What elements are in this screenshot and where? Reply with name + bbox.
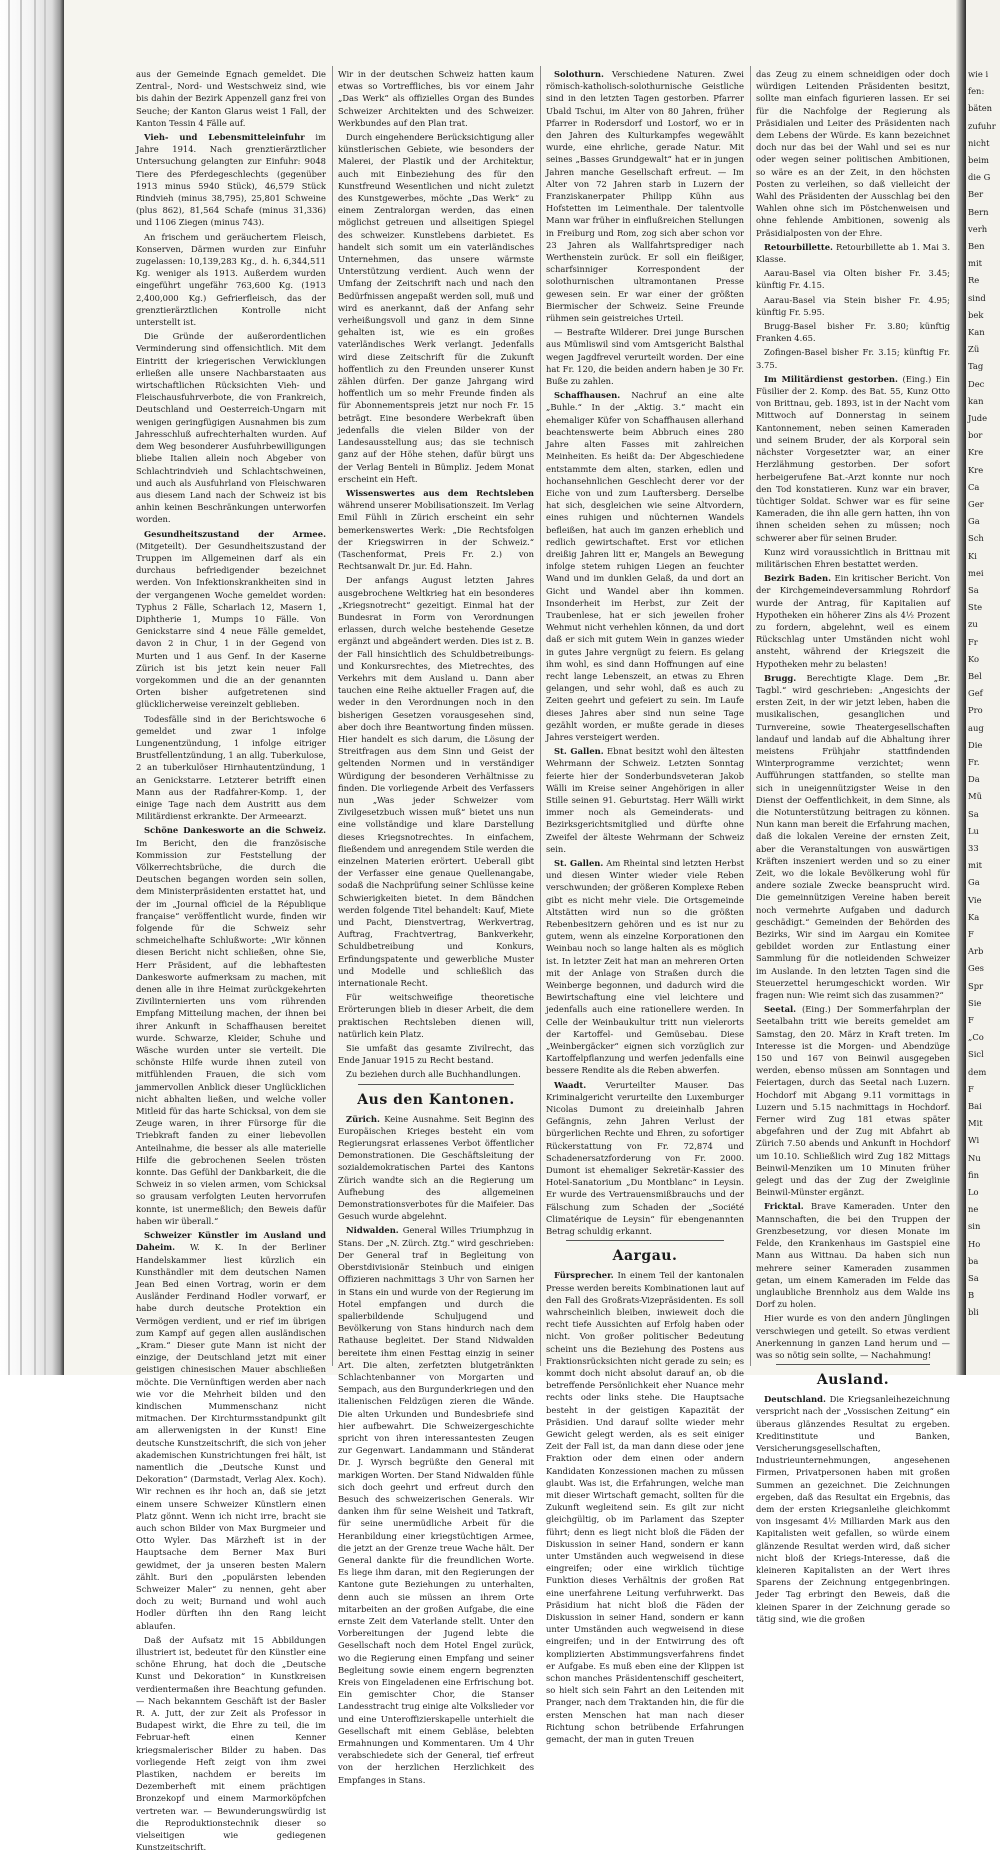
- paragraph-text: Verschiedene Naturen. Zwei römisch-katholisch-solothurnische Geistliche sind in den letzten Tagen gestorben. Pfarrer Ubald Tschui, im Alter von 80 Jahren, früher Pfarrer in Rodersdorf und Lostorf, wo er in den Jahren des Kulturkampfes wegewählt wurde, eine ehrliche, gerade Natur. Mit seines „Basses Grundgewalt“ hat er in jungen Jahren manche Gesellschaft erfreut. — Im Alter von 72 Jahren starb in Luzern der Franziskanerpater Philipp Kühn aus Hofstetten im Leimenthale. Der talentvolle Mann war früher in einflußreichen Stellungen in Freiburg und Rom, zog sich aber schon vor 23 Jahren als Wallfahrtsprediger nach Werthenstein zurück. Er soll ein fleißiger, scharfsinniger Korrespondent der solothurnischen ultramontanen Presse gewesen sein. Er war einer der größten Biermischer der Schweiz. Seine Freunde rühmen sein geistreiches Urteil.: [546, 69, 744, 324]
- paragraph-text: Nachruf an eine alte „Buhle.“ In der „Aktig. 3.“ macht ein ehemaliger Küfer von Schaffhausen allerhand beachtenswerte beim Abbruch eines 280 Jahre alten Fasses mit zahlreichen Meinheiten. Es heißt da: Der Abgeschiedene entstammte dem alten, starken, edlen und hochansehnlichen Geschlecht derer vor der Eiche von und zum Lauftersberg. Derselbe hat sich, desgleichen wie seine Altvordern, eines ruhigen und nüchternen Wandels befleißen, hat auch im ganzen erheblich und redlich gewirtschaftet. Erst vor etlichen dreißig Jahren litt er, Mangels an Bewegung infolge stetem ruhigen Liegen an feuchter Wand und im dunklen Gelaß, da und dort an Gicht und Wandel aber ihn kommen. Insonderheit im Herbst, zur Zeit der Traubenlese, hat er sich jeweilen froher Wehmut nicht verhehlen können, da und dort daß er sich mit gutem Wein in ganzes wieder in gutes Jahre vergnügt zu feiern. Es gelang ihm wohl, es sind dann Hoffnungen auf eine recht lange Lebenszeit, an etwas zu Ehren gelangen, und sehr wohl, daß es auch zu Zeiten geehrt und gefeiert zu sein. Im Laufe dieses Jahres aber sind nun seine Tage gezählt worden, er mußte gerade in dieses Jahres versteigert werden.: [546, 390, 744, 742]
- next-page-fragment: Ca: [968, 481, 980, 492]
- next-page-fragment: bli: [968, 1307, 979, 1318]
- next-page-fragment: „Co: [968, 1032, 984, 1043]
- next-page-fragment: Ga: [968, 516, 980, 527]
- next-page-fragment: Pro: [968, 705, 983, 716]
- paragraph-heading: Fürsprecher.: [554, 1270, 614, 1281]
- column-3: [546, 68, 745, 1745]
- paragraph-heading: Schöne Dankesworte an die Schweiz.: [144, 825, 326, 836]
- paragraph-heading: Nidwalden.: [346, 1225, 399, 1236]
- next-page-fragment: Ben: [968, 241, 985, 251]
- next-page-fragment: beim: [968, 155, 989, 165]
- next-page-fragment: Ki: [968, 550, 977, 561]
- paragraph: [756, 672, 950, 1001]
- next-page-fragment: fen:: [968, 86, 985, 97]
- next-page-fragment: bäten: [968, 103, 993, 114]
- paragraph: aus der Gemeinde Egnach gemeldet. Die Zentral-, Nord- und Westschweiz sind, wie bis dahin der Bezirk Appenzell ganz frei von Seuche; der Kanton Glarus weist 1 Fall, der Kanton Tessin 4 Fälle auf.: [136, 69, 326, 128]
- paragraph-text: Brave Kameraden. Unter den Mannschaften, die bei den Truppen der Grenzbesetzung, vor diesen Monate im Felde, den Krankenhaus im Gastspiel eine Mann aus Wittnau. Da haben sich nun mehrere seiner Kameraden zusammen getan, um einem Kameraden im Felde das unglaubliche Brennholz aus dem Walde ins Dorf zu holen.: [756, 1201, 950, 1310]
- next-page-fragment: aug: [968, 722, 984, 733]
- next-page-fragment: Kre: [968, 464, 984, 475]
- next-page-fragment: Sie: [968, 997, 982, 1008]
- paragraph: Sie umfaßt das gesamte Zivilrecht, das Ende Januar 1915 zu Recht bestand.: [338, 1043, 534, 1066]
- paragraph-heading: Retourbillette.: [764, 241, 833, 252]
- paragraph: [546, 745, 744, 855]
- paragraph-text: im Jahre 1914. Nach grenztierärztlicher Untersuchung gelangten zur Einfuhr: 9048 Tiere des Pferdegeschlechts (gegenüber 1913 minus 5940 Stück), 46,579 Stück Rindvieh (minus 38,795), 25,801 Schweine (plus 862), 81,564 Schafe (minus 31,336) und 1106 Ziegen (minus 743).: [136, 132, 326, 228]
- paragraph: [756, 241, 950, 265]
- next-page-fragment: ne: [968, 1204, 979, 1215]
- next-page-fragment: sind: [968, 292, 986, 303]
- next-page-fragment: Bel: [968, 671, 982, 681]
- paragraph-heading: Wissenswertes aus dem Rechtsleben: [346, 487, 534, 498]
- next-page-fragment: Sa: [968, 808, 979, 819]
- section-heading: Ausland.: [816, 1372, 890, 1389]
- fare-line: Aarau-Basel via Olten bisher Fr. 3.45; künftig Fr. 4.15.: [756, 268, 950, 291]
- newspaper-page: [64, 0, 960, 1853]
- paragraph-heading: Schweizer Künstler im Ausland und Daheim.: [136, 1230, 326, 1253]
- paragraph: Kunz wird voraussichtlich in Brittnau mit militärischen Ehren bestattet werden.: [756, 546, 950, 569]
- next-page-fragment: fin: [968, 1169, 979, 1180]
- paragraph-heading: Brugg.: [764, 672, 797, 683]
- paragraph: [756, 1003, 950, 1198]
- next-page-fragment: mei: [968, 567, 984, 578]
- section-heading: Aargau.: [612, 1248, 678, 1265]
- paragraph-text: Ebnat besitzt wohl den ältesten Wehrmann der Schweiz. Letzten Sonntag feierte hier der Sonderbundsveteran Jakob Wälli im Kreise seiner Angehörigen in aller Stille seinen 91. Geburtstag. Herr Wälli wirkt immer noch als Gemeinderats- und Bezirksgerichtsmitglied und dürfte ohne Zweifel der älteste Wehrmann der Schweiz sein.: [546, 746, 744, 854]
- next-page-fragment: mit: [968, 860, 982, 871]
- next-page-fragment: Da: [968, 774, 980, 785]
- next-page-fragment: Ste: [968, 602, 983, 613]
- paragraph: [136, 1229, 326, 1632]
- next-page-fragment: Ber: [968, 189, 984, 200]
- paragraph: Für weitschweifige theoretische Erörterungen blieb in dieser Arbeit, die dem praktischen Rechtsleben dienen will, natürlich kein Platz.: [338, 992, 534, 1039]
- page-edge-line: [20, 0, 22, 1375]
- paragraph-heading: Waadt.: [554, 1079, 587, 1090]
- paragraph-text: Berechtigte Klage. Dem „Br. Tagbl.“ wird geschrieben: „Angesichts der ersten Zeit, in der wir jetzt leben, haben die musikalischen, gesanglichen und Turnvereine, sowie Theatergesellschaften landauf und landab auf die Abhaltung ihrer meistens Frühjahr stattfindenden Winterprogramme verzichtet; wenn Aufführungen stattfanden, so stellte man sich in uneigennützigster Weise in den Dienst der Oeffentlichkeit, in dem Sinne, als die Notunterstützung beitragen zu können. Nun kann man bereit die Erfahrung machen, daß die lokalen Vereine der ernsten Zeit, aber die Veranstaltungen von auswärtigen Kräften inszeniert werden und so zu einer Zeit, wo die lokale Bevölkerung wohl für andere soziale Zwecke beansprucht wird. Die gemeinnützigen Vereine haben bereit noch vermehrte Aufgaben und dadurch geschädigt.“ Gemeinden der Behörden des Bezirks, Wir sind im Aargau ein Komitee gebildet worden zur Entlastung einer Sammlung für die notleidenden Schweizer im Auslande. In den letzten Tagen sind die Steuerzettel herumgeschickt worden. Wir fragen nun: Wie reimt sich das zusammen?“: [756, 672, 950, 1001]
- next-page-fragment: F: [968, 1083, 974, 1094]
- next-page-fragment: 33: [968, 843, 979, 853]
- next-page-fragment: Die: [968, 739, 983, 750]
- next-page-fragment: Spr: [968, 980, 984, 991]
- next-page-fragment: Gef: [968, 688, 983, 699]
- next-page-fragment: Zü: [968, 344, 980, 355]
- next-page-fragment: Bai: [968, 1101, 982, 1111]
- next-page-fragment: Lu: [968, 825, 979, 836]
- paragraph: [546, 1269, 744, 1745]
- paragraph: Die Gründe der außerordentlichen Verminderung sind offensichtlich. Mit dem Eintritt der kriegerischen Verwicklungen erließen alle unsere Nachbarstaaten aus wirtschaftlichen Rücksichten Vieh- und Fleischausfuhrverbote, die von Frankreich, Deutschland und Oesterreich-Ungarn mit wenigen geringfügigen Ausnahmen bis zum Jahresschluß aufrechterhalten wurden. Auf dem Weg besonderer Ausfuhrbewilligungen bliebe Italien allein noch Abgeber von Schlachtrindvieh und Schlachtschweinen, und auch als Ausfuhrland von Fleischwaren aus diesem Land nach der Schweiz ist bis anhin keinen Beschränkungen unterworfen worden.: [136, 331, 326, 525]
- paragraph: [546, 1079, 744, 1238]
- next-page-fragment: Bern: [968, 206, 989, 217]
- paragraph: [338, 487, 534, 572]
- next-page-fragment: Sicl: [968, 1049, 984, 1060]
- column-2: [338, 68, 534, 1785]
- next-page-fragment: Wi: [968, 1135, 980, 1146]
- paragraph-heading: Bezirk Baden.: [764, 573, 832, 584]
- paragraph: [136, 131, 326, 229]
- paragraph: Daß der Aufsatz mit 15 Abbildungen illustriert ist, bedeutet für den Künstler eine schöne Ehrung, hat doch die „Deutsche Kunst und Dekoration“ in Kunstkreisen verdientermaßen ihre Beachtung gefunden. — Nach bekanntem Geschäft ist der Basler R. A. Jutt, der zur Zeit als Professor in Budapest wirkt, die Ehre zu teil, die im Februar-heft einen Kenner kriegsmalerischer Bilder zu haben. Das vorliegende Heft zeigt von ihm zwei Plastiken, nachdem er bereits im Dezemberheft mit einem prächtigen Bronzekopf und einem Marmorköpfchen vertreten war. — Bewunderungswürdig ist die Reproduktionstechnik dieser so vielseitigen wie gediegenen Kunstzeitschrift.: [136, 1634, 326, 1853]
- paragraph-text: Retourbillette ab 1. Mai 3. Klasse.: [756, 241, 950, 265]
- next-page-fragment: Sch: [968, 533, 984, 544]
- fare-line: Brugg-Basel bisher Fr. 3.80; künftig Franken 4.65.: [756, 321, 950, 344]
- paragraph-text: Im Bericht, den die französische Kommission zur Feststellung der Völkerrechtsbrüche, die durch die Deutschen begangen worden sein sollen, dem Ministerpräsidenten erstattet hat, und der im „Journal officiel de la République française“ veröffentlicht wurde, finden wir folgende für die Schweiz sehr schmeichelhafte Schlußworte: „Wir können diesen Bericht nicht schließen, ohne Sie, Herr Präsident, auf die lebhaftesten Dankesworte aufmerksam zu machen, mit denen alle in ihre Heimat zurückgekehrten Zivilinternierten uns vom rührenden Empfang Mitteilung machen, der ihnen bei ihrer Ankunft in Schaffhausen bereitet wurde. Schwarze, Kleider, Schuhe und Wäsche wurden unter sie verteilt. Die schönste Hilfe wurde ihnen zuteil von mitfühlenden Frauen, die sich vom jammervollen Anblick dieser Unglücklichen nicht abhalten ließen, und welche voller Mitleid für das harte Schicksal, von dem sie Zeuge waren, in ihrer Fürsorge für die Triebkraft fanden zu einer liebevollen Anteilnahme, die besser als alle materielle Hilfe die gebrochenen Seelen trösten konnte. Das Gefühl der Dankbarkeit, die die Schweiz in so vielen armen, vom Schicksal so grausam verfolgten Leuten hervorrufen konnte, ist unermeßlich; den Beweis dafür haben wir überall.“: [136, 837, 326, 1226]
- next-page-fragment: zu: [968, 619, 978, 630]
- paragraph-heading: Seetal.: [764, 1004, 797, 1015]
- next-page-fragment: die G: [968, 172, 991, 183]
- paragraph: [756, 373, 950, 544]
- paragraph: [756, 572, 950, 670]
- next-page-fragment: Dec: [968, 378, 985, 389]
- next-page-fragment: sin: [968, 1221, 981, 1232]
- next-page-fragment: kan: [968, 395, 984, 406]
- paragraph-text: (Mitgeteilt). Der Gesundheitszustand der Truppen im Allgemeinen darf als ein durchaus befriedigender bezeichnet werden. Von Infektionskrankheiten sind in der vergangenen Woche gemeldet worden: Typhus 2 Fälle, Scharlach 12, Masern 1, Diphtherie 1, Mumps 10 Fälle. Von Genickstarre sind 4 neue Fälle gemeldet, davon 2 in Chur, 1 in der Gegend von Murten und 1 aus Genf. In der Kaserne Zürich ist bis jetzt kein neuer Fall vorgekommen und die an der genannten Orten bisher aufgetretenen sind glücklicherweise vereinzelt geblieben.: [136, 540, 326, 710]
- next-page-fragment: Mü: [968, 791, 982, 802]
- paragraph: [756, 1393, 950, 1625]
- paragraph: Hier wurde es von den andern Jünglingen verschwiegen und geteilt. So etwas verdient Anerkennung in ganzen Land herum und — was so nötig sein sollte, — Nachahmung!: [756, 1313, 950, 1360]
- paragraph-text: Am Rheintal sind letzten Herbst und diesen Winter wieder viele Reben verschwunden; der größeren Komplexe Reben gibt es nicht mehr viele. Die Ortsgemeinde Altstätten wird nun so die größten Rebenbesitzern gehören und es ist nur zu gutem, wenn als einzelne Korporationen den Weinbau noch so lange halten als es möglich ist. In letzter Zeit hat man an mehreren Orten mit der Anlage von Straßen durch die Weinberge begonnen, und dadurch wird die Bewirtschaftung eine viel leichtere und jedenfalls auch eine rationellere werden. In Celle der Weinbaukultur tritt nun vielerorts der Kartoffel- und Gemüsebau. Diese „Weinbergäcker“ eignen sich vorzüglich zur Kartoffelpflanzung und werfen jedenfalls eine bessere Rendite als die Reben abwerfen.: [546, 858, 745, 1076]
- paragraph: [546, 68, 744, 324]
- next-page-fragment: Fr: [968, 636, 978, 647]
- paragraph: [136, 824, 326, 1227]
- paragraph-heading: Deutschland.: [764, 1394, 826, 1405]
- section-divider: [566, 1240, 724, 1241]
- fare-line: Zofingen-Basel bisher Fr. 3.15; künftig Fr. 3.75.: [756, 347, 950, 370]
- adjacent-page-fragment: [966, 0, 1000, 1375]
- next-page-fragment: Kan: [968, 327, 985, 337]
- next-page-fragment: Ko: [968, 653, 980, 664]
- next-page-fragment: Ges: [968, 963, 984, 974]
- next-page-fragment: mit: [968, 258, 982, 269]
- next-page-fragment: Ger: [968, 499, 984, 509]
- paragraph-text: Die Kriegsanleihezeichnung verspricht nach der „Vossischen Zeitung“ ein überaus glänzendes Resultat zu ergeben. Kreditinstitute und Banken, Versicherungsgesellschaften, Industrieunternehmungen, angesehenen Firmen, Privatpersonen haben mit großen Summen an gezeichnet. Die Zeichnungen ergeben, daß das Resultat ein Ergebnis, das dem der ersten Kriegsanleihe gleichkommt von insgesamt 4½ Milliarden Mark aus den Kapitalisten weit gefallen, so würde einem glänzende Resultat werden wird, daß sicher nicht bloß der Kriegs-Interesse, daß die kleineren Kapitalisten an der Wert ihres Sparens der Zeichnung entgegenbringen. Jeder Tag erbringt den Beweis, daß die kleinen Sparer in der Zeichnung gerade so tätig sind, wie die großen: [756, 1394, 950, 1624]
- paragraph-heading: Schaffhausen.: [554, 390, 621, 401]
- paragraph-text: (Eing.) Ein Füsilier der 2. Komp. des Bat. 55, Kunz Otto von Brittnau, geb. 1893, ist in der Nacht vom Mittwoch auf Donnerstag in seinem Kantonnement, neben seinen Kameraden und seinem Bruder, der als Korporal sein nächster Vorgesetzter war, an einer Herzlähmung gestorben. Der sofort herbeigerufene Bat.-Arzt konnte nur noch den Tod konstatieren. Kunz war ein braver, tüchtiger Soldat. Schwer war es für seine Kameraden, die ihn alle gern hatten, ihn von ihnen scheiden sehen zu müssen; noch schwerer aber für seinen Bruder.: [756, 373, 950, 543]
- next-page-fragment: Re: [968, 275, 980, 286]
- paragraph-heading: Zürich.: [346, 1113, 380, 1124]
- next-page-fragment: Tag: [968, 361, 984, 372]
- page-edge-line: [44, 0, 46, 1375]
- paragraph-text: In einem Teil der kantonalen Presse werden bereits Kombinationen laut auf den Fall des Großrats-Vizepräsidenten. Es soll wahrscheinlich bleiben, inwieweit doch die recht tiefe Aussichten auf Erfolg haben oder nicht. Von großer politischer Bedeutung scheint uns die Beziehung des Postens aus Fraktionsrücksichten nicht gerade zu sein; es kommt doch nicht absolut darauf an, ob die betreffende Persönlichkeit eher Nuance mehr rechts oder links stehe. Die Hauptsache besteht in der geistigen Kapazität der Präsidien. Und darauf sollte wieder mehr Gewicht gelegt werden, als es seit einiger Zeit der Fall ist, da man dann diese oder jene Fraktion oder dem einen oder andern Kandidaten Konzessionen machen zu müssen glaubt. Was ist, die Erfahrungen, welche man mit dieser Wirtschaft gemacht, sollten für die Zukunft wegleitend sein. Es gilt zur nicht gleichgültig, ob im Parlament das Szepter führt; denn es liegt nicht bloß die Fäden der Diskussion in seiner Hand, sondern er kann unter Umständen auch wegweisend in diese eingreifen; oder eine wirklich tüchtige Funktion dieses Verhältnis der großen Rat eine unerfahrene Leitung verfuhrwerkt. Das Präsidium hat nicht bloß die Fäden der Diskussion in seiner Hand, sondern er kann unter Umständen auch wegweisend in diese eingreifen; und in der Entwirrung des oft komplizierten Abstimmungsverfahrens findet er Aufgabe. Es muß eben eine der Klippen ist schon manches Präsidentenschiff gescheitert, so hielt sich sein Fahrt an den Leitenden mit Pranger, nach dem Traktanden hin, die für die ersten Menschen hat man nach dieser Richtung schon betrübende Erfahrungen gemacht, der man in guten Treuen: [546, 1270, 744, 1745]
- paragraph: [546, 857, 744, 1077]
- next-page-fragment: Fr.: [968, 757, 980, 767]
- next-page-fragment: bor: [968, 430, 983, 441]
- paragraph: das Zeug zu einem schneidigen oder doch würdigen Leitenden Präsidenten besitzt, sollte man einfach figurieren lassen. Er sei für die Nachfolge der Regierung als Präsidialen und Leiter des Präsidenten nach dem Lebens der Würde. Es kann bezeichnet doch nur das bei der Wahl und sei es nur oder wegen seiner politischen Ambitionen, so wäre es an der Zeit, in den höchsten Posten zu verleihen, so daß vielleicht der Wahl des Präsidenten der Ausschlag bei den Wahlen ohne sich im Pöstchenweisen und ohne fehlende Ambitionen, sowenig als Präsidialposten von der Ehre.: [756, 69, 950, 238]
- next-page-fragment: nicht: [968, 137, 990, 148]
- paragraph: An frischem und geräuchertem Fleisch, Konserven, Därmen wurden zur Einfuhr zugelassen: 10,139,283 Kg., d. h. 6,344,511 Kg. weniger als 1913. Außerdem wurden eingeführt ungefähr 763,600 Kg. (1913 2,400,000 Kg.) Gefrierfleisch, das der grenztierärztlichen Kontrolle nicht unterstellt ist.: [136, 231, 326, 328]
- next-page-fragment: Lo: [968, 1187, 979, 1197]
- column-4: [756, 68, 950, 1624]
- next-page-fragment: Ho: [968, 1238, 981, 1249]
- paragraph-text: W. K. In der Berliner Handelskammer liest kürzlich ein Kunsthändler mit dem deutschen Namen Jean Bed einen Vortrag, worin er dem Ausländer Ferdinand Hodler vorwarf, er habe durch deutsche Protektion ein Vermögen verdient, und er rief im übrigen zum Kampf auf gegen allen ausländischen „Kram.“ Dieser gute Mann ist nicht der einzige, der Deutschland jetzt mit einer geistigen chinesischen Mauer abschließen möchte. Die Vernünftigen werden aber nach wie vor die Mehrheit bilden und den kindischen Mummenschanz nicht mitmachen. Der Kirchturmsstandpunkt gilt am allerwenigsten in der Kunst! Eine deutsche Kunstzeitschrift, die sich von jeher akademischen Kunstrichtungen frei hält, ist namentlich die „Deutsche Kunst und Dekoration“ (Darmstadt, Verlag Alex. Koch). Wir rechnen es ihr hoch an, daß sie jetzt einem unsere Schweizer Künstlern einen Platz gönnt. Wenn ich nicht irre, bracht sie auch schon Bilder von Max Burgmeier und Otto Wyler. Das Märzheft ist in der Hauptsache dem Berner Max Buri gewidmet, der ja unseren besten Malern zählt. Buri den „populärsten lebenden Schweizer Maler“ zu nennen, geht aber doch zu weit; Burnand und wohl auch Hodler dürften ihn den Rang leicht ablaufen.: [136, 1242, 326, 1631]
- next-page-fragment: Nu: [968, 1152, 981, 1163]
- next-page-fragment: wie i: [968, 69, 989, 79]
- paragraph-text: Ein kritischer Bericht. Von der Kirchgemeindeversammlung Rohrdorf wurde der Antrag, für Kapitalien auf Hypotheken ein höherer Zins als 4½ Prozent zu fordern, abgelehnt, weil es einem Rückschlag unter Umständen nicht wohl ansteht, während der Kriegszeit die Hypotheken mehr zu belasten!: [756, 573, 950, 669]
- next-page-fragment: Arb: [968, 946, 984, 957]
- column-rule: [332, 66, 333, 1366]
- paragraph-heading: Vieh- und Lebensmitteleinfuhr: [144, 132, 305, 143]
- paragraph: Wir in der deutschen Schweiz hatten kaum etwas so Vortreffliches, bis vor einem Jahr „Das Werk“ als offizielles Organ des Bundes Schweizer Architekten und des Schweizer. Werkbundes auf den Plan trat.: [338, 69, 534, 128]
- paragraph: Todesfälle sind in der Berichtswoche 6 gemeldet und zwar 1 infolge Lungenentzündung, 1 infolge eitriger Brustfellentzündung, 1 an allg. Tuberkulose, 2 an tuberkulöser Hirnhautentzündung, 1 an Genickstarre. Letzterer betrifft einen Mann aus der Radfahrer-Komp. 1, der einige Tage nach dem Austritt aus dem Militärdienst erkrankte. Der Armeearzt.: [136, 713, 326, 822]
- next-page-fragment: Ga: [968, 877, 980, 888]
- next-page-fragment: dem: [968, 1066, 987, 1077]
- fare-line: Aarau-Basel via Stein bisher Fr. 4.95; künftig Fr. 5.95.: [756, 294, 950, 317]
- section-divider: [358, 1084, 514, 1085]
- paragraph-heading: Gesundheitszustand der Armee.: [144, 528, 326, 539]
- page-edge-line: [8, 0, 10, 1375]
- column-rule: [540, 66, 541, 1366]
- paragraph: [546, 389, 744, 743]
- next-page-fragment: Kre: [968, 447, 984, 458]
- section-divider: [776, 1364, 930, 1365]
- paragraph: [338, 1113, 534, 1223]
- paragraph-text: Verurteilter Mauser. Das Kriminalgericht verurteilte den Luxemburger Nicolas Dumont zu dreieinhalb Jahren Gefängnis, zehn Jahren Verlust der bürgerlichen Rechte und Ehren, zu sofortiger Rückerstattung von Fr. 72,874 und Schadenersatzforderung von Fr. 2000. Dumont ist ehemaliger Sekretär-Kassier des Hotel-Sanatorium „Du Montblanc“ in Leysin. Er wurde des Vertrauensmißbrauchs und der Fälschung zum Schaden der „Société Climatérique de Leysin“ für ebengenannten Betrag schuldig erkannt.: [546, 1079, 744, 1237]
- paragraph-heading: St. Gallen.: [554, 746, 604, 757]
- paragraph: Der anfangs August letzten Jahres ausgebrochene Weltkrieg hat ein besonderes „Kriegsnotrecht“ gezeitigt. Einmal hat der Bundesrat in Form von Verordnungen erlassen, durch welche bestehende Gesetze ergänzt und abgeändert werden. Dies ist z. B. der Fall hinsichtlich des Schuldbetreibungs- und Konkursrechtes, des Mietrechtes, des Verkehrs mit dem Ausland u. Dann aber tauchen eine Reihe aktueller Fragen auf, die weder in den Verordnungen noch in den bisherigen Gesetzen vorausgesehen sind, aber doch ihre Beantwortung finden müssen. Hier handelt es sich darum, die Lösung der Streitfragen aus dem Sinn und Geist der geltenden Normen und in verständiger Würdigung der besonderen Verhältnisse zu finden. Die vorliegende Arbeit des Verfassers nun „Was jeder Schweizer vom Zivilgesetzbuch wissen muß“ bietet uns nun eine vollständige und klare Darstellung dieses Kriegsnotrechtes. In einfachem, fließendem und anregendem Stile werden die einzelnen Materien erörtert. Ueberall gibt der Verfasser eine genaue Quellenangabe, sodaß die Nachprüfung seiner Schlüsse keine Schwierigkeiten bietet. In dem Bändchen werden folgende Titel behandelt: Kauf, Miete und Pacht, Dienstvertrag, Werkvertrag, Auftrag, Frachtvertrag, Bankverkehr, Schuldbetreibung und Konkurs, Erfindungspatente und gewerbliche Muster und Modelle und schließlich das internationale Recht.: [338, 575, 534, 989]
- paragraph-heading: Fricktal.: [764, 1201, 804, 1212]
- paragraph-text: Keine Ausnahme. Seit Beginn des Europäischen Krieges besteht ein vom Regierungsrat erlassenes Verbot öffentlicher Demonstrationen. Die Geschäftsleitung der sozialdemokratischen Partei des Kantons Zürich wandte sich an die Regierung um Aufhebung des allgemeinen Demonstrationsverbotes für die Maifeier. Das Gesuch wurde abgelehnt.: [338, 1113, 534, 1222]
- next-page-fragment: Jude: [968, 413, 988, 423]
- page-edge-line: [34, 0, 36, 1375]
- next-page-fragment: Ka: [968, 911, 980, 922]
- next-page-fragment: ba: [968, 1255, 979, 1266]
- paragraph-text: (Eing.) Der Sommerfahrplan der Seetalbahn tritt wie bereits gemeldet am Samstag, den 20. März in Kraft treten. Im Interesse ist die Morgen- und Abendzüge 150 und 167 von Beinwil ausgegeben werden, ebenso müssen am Sonntagen und Feiertagen, durch das Seetal nach Luzern. Hochdorf mit Abgang 9.11 vormittags in Luzern und 5.15 nachmittags in Hochdorf. Ferner wird Zug 181 etwas später abgefahren und der Zug mit Abfahrt ab Zürich 7.50 abends und Ankunft in Hochdorf um 10.10. Schließlich wird Zug 182 Mittags Beinwil-Menziken um 10 Minuten früher gelegt und das der Zug der Zweiglinie Beinwil-Münster ergänzt.: [756, 1004, 950, 1198]
- paragraph: [756, 1200, 950, 1310]
- paragraph: Zu beziehen durch alle Buchhandlungen.: [346, 1069, 521, 1080]
- column-rule: [750, 66, 751, 1366]
- paragraph-text: General Willes Triumphzug in Stans. Der „N. Zürch. Ztg.“ wird geschrieben: Der General traf in Begleitung von Oberstdivisionär Steinbuch und einigen Offizieren nachmittags 3 Uhr von Sarnen her in Stans ein und wurde von der Regierung im Hotel empfangen und durch die spalierbildende Schuljugend und Bevölkerung von Stans hindurch nach dem Rathause begleitet. Der Stand Nidwalden bereitete ihm einen Festtag einzig in seiner Art. Die alten, zerfetzten blutgetränkten Schlachtenbanner von Morgarten und Sempach, aus den Burgunderkriegen und den italienischen Feldzügen zieren die Wände. Die alten Urkunden und Bundesbriefe sind hier aufbewahrt. Die Schweizergeschichte spricht von ihren interessantesten Zeugen zur Gegenwart. Landammann und Ständerat Dr. J. Wyrsch begrüßte den General mit markigen Worten. Der Stand Nidwalden fühle sich doch geehrt und erfreut durch den Besuch des schweizerischen Generals. Wir danken ihm für seine Weisheit und Tatkraft, für seine unermüdliche Arbeit für die Heranbildung einer kriegstüchtigen Armee, die jetzt an der Grenze treue Wache hält. Der General dankte für die freundlichen Worte. Es liege ihm daran, mit den Regierungen der Kantone gute Beziehungen zu unterhalten, denn auch sie müssen an ihrem Orte mitarbeiten an der großen Aufgabe, die eine ernste Zeit dem Vaterlande stellt. Unter den Vorbereitungen der Jugend lebte die Gesellschaft noch dem Hotel Engel zurück, wo die Regierung einen Empfang und seiner Begleitung sowie einem engern begrenzten Kreis von Eingeladenen eine Erfrischung bot. Ein gemischter Chor, die Stanser Landesstracht trug einige alte Volkslieder vor und eine Unteroffizierskapelle unterhielt die Gesellschaft mit einem Gebläse, belebten Ermahnungen und Kommentaren. Um 4 Uhr verabschiedete sich der General, tief erfreut von der herzlichen Herzlichkeit des Empfanges in Stans.: [338, 1225, 534, 1785]
- next-page-fragment: bek: [968, 309, 984, 320]
- paragraph: [136, 528, 326, 711]
- next-page-fragment: Mit: [968, 1118, 983, 1129]
- page-gutter-shadow: [956, 0, 966, 1375]
- next-page-fragment: Sa: [968, 1273, 979, 1283]
- paragraph-text: während unserer Mobilisationszeit. Im Verlag Emil Fühli in Zürich erscheint ein sehr bemerkenswertes Werk: „Die Rechtsfolgen der Kriegswirren in der Schweiz.“ (Taschenformat, Preis Fr. 2.) von Rechtsanwalt Dr. jur. Ed. Hahn.: [338, 500, 534, 572]
- paragraph: Durch eingehendere Berücksichtigung aller künstlerischen Gebiete, wie besonders der Malerei, der Plastik und der Architektur, auch mit Einbeziehung des für den Kunstfreund Wesentlichen und nicht zuletzt des Kunstgewerbes, möchte „Das Werk“ zu einem Zentralorgan werden, das einen möglichst getreuen und allseitigen Spiegel des schweizer. Kunstlebens darbietet. Es handelt sich somit um ein vaterländisches Unternehmen, das unsere wärmste Unterstützung verdient. Auch wenn der Umfang der Zeitschrift nach und nach den Bedürfnissen angepaßt werden soll, muß und wird es anerkannt, daß der Anfang sehr verheißungsvoll und ganz in dem Sinne gehalten ist, wie es ein großes vaterländisches Werk verlangt. Jedenfalls wird diese Zeitschrift für die Zukunft hoffentlich zu den Freunden unserer Kunst zählen dürfen. Der ganze Jahrgang wird hoffentlich um so mehr Freunde finden als für Abonnementspreis jetzt nur noch Fr. 15 beträgt. Eine besondere Werbekraft üben jedenfalls die vielen Bilder von der Landesausstellung aus; das sie technisch ganz auf der Höhe stehen, dafür bürgt uns der Verlag Benteli in Bümpliz. Jedem Monat erscheint ein Heft.: [338, 132, 534, 484]
- paragraph-heading: Solothurn.: [554, 69, 604, 79]
- next-page-fragment: zufuhr: [968, 120, 996, 131]
- next-page-fragment: verh: [968, 223, 988, 234]
- next-page-fragment: Sa: [968, 585, 979, 595]
- paragraph-heading: St. Gallen.: [554, 858, 604, 868]
- section-heading: Aus den Kantonen.: [357, 1091, 515, 1108]
- next-page-fragment: F: [968, 1015, 974, 1025]
- paragraph: [338, 1224, 534, 1785]
- paragraph: — Bestrafte Wilderer. Drei junge Burschen aus Mümliswil sind vom Amtsgericht Balsthal wegen Jagdfrevel verurteilt worden. Der eine hat Fr. 120, die beiden andern haben je 30 Fr. Buße zu zahlen.: [546, 327, 744, 387]
- next-page-fragment: F: [968, 929, 974, 939]
- next-page-fragment: Vie: [968, 894, 982, 905]
- paragraph-heading: Im Militärdienst gestorben.: [764, 373, 898, 384]
- next-page-fragment: B: [968, 1290, 975, 1301]
- column-1: [136, 68, 326, 1853]
